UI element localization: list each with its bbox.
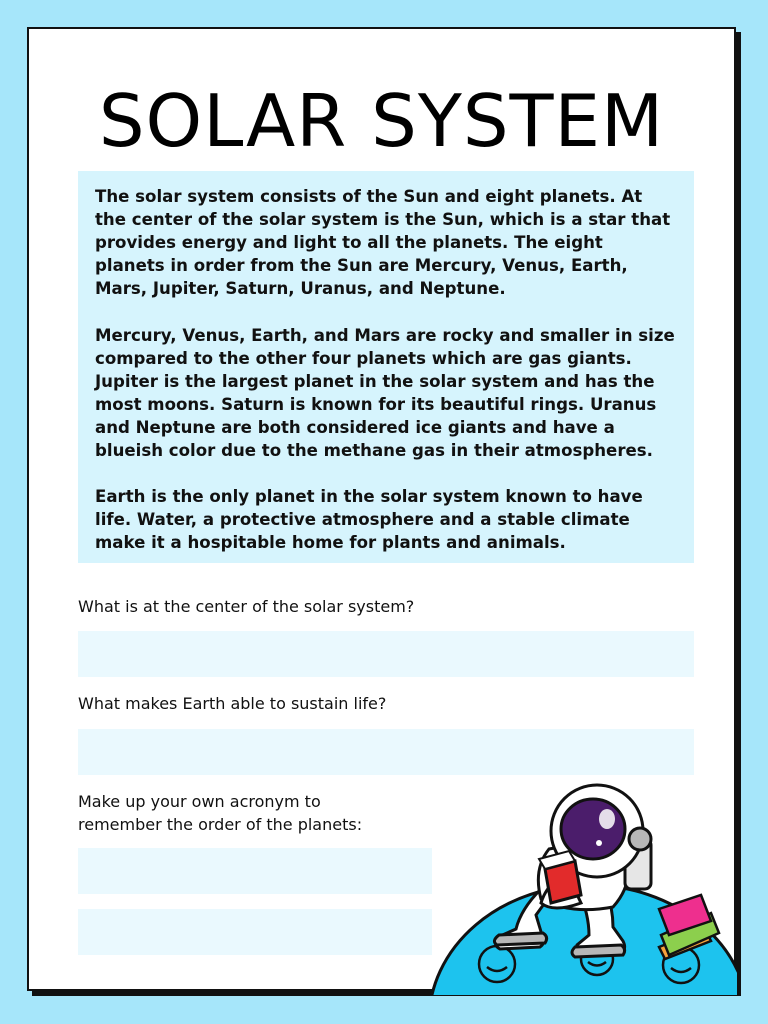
visor-icon <box>561 799 625 859</box>
answer-field-1[interactable] <box>78 631 694 677</box>
page-title: SOLAR SYSTEM <box>98 79 665 163</box>
reading-paragraph-1: The solar system consists of the Sun and eight planets. At the center of the solar system is the Sun, which is a star that provides energy and light to all the planets. The eight planets in order from the Sun are Mercury, Venus, Earth, Mars, Jupiter, Saturn, Uranus, and Neptune. <box>95 187 671 299</box>
reading-paragraph-2: Mercury, Venus, Earth, and Mars are rocky and smaller in size compared to the other four planets which are gas giants. Jupiter is the largest planet in the solar system and has the most moons. Saturn is known for its beautiful rings. Uranus and Neptune are both considered ice giants and have a blueish color due to the methane gas in their atmospheres. <box>95 325 675 461</box>
question-1: What is at the center of the solar system? <box>78 597 415 616</box>
worksheet-page <box>27 27 736 991</box>
question-3: Make up your own acronym to remember the order of the planets: <box>78 792 363 834</box>
astronaut-reading-on-planet-icon <box>429 769 737 995</box>
reading-passage <box>95 185 675 578</box>
answer-field-3b[interactable] <box>78 909 432 955</box>
question-2: What makes Earth able to sustain life? <box>78 694 387 713</box>
answer-field-3a[interactable] <box>78 848 432 894</box>
reading-paragraph-3: Earth is the only planet in the solar system known to have life. Water, a protective atmosphere and a stable climate make it a hospitable home for plants and animals. <box>95 487 643 553</box>
